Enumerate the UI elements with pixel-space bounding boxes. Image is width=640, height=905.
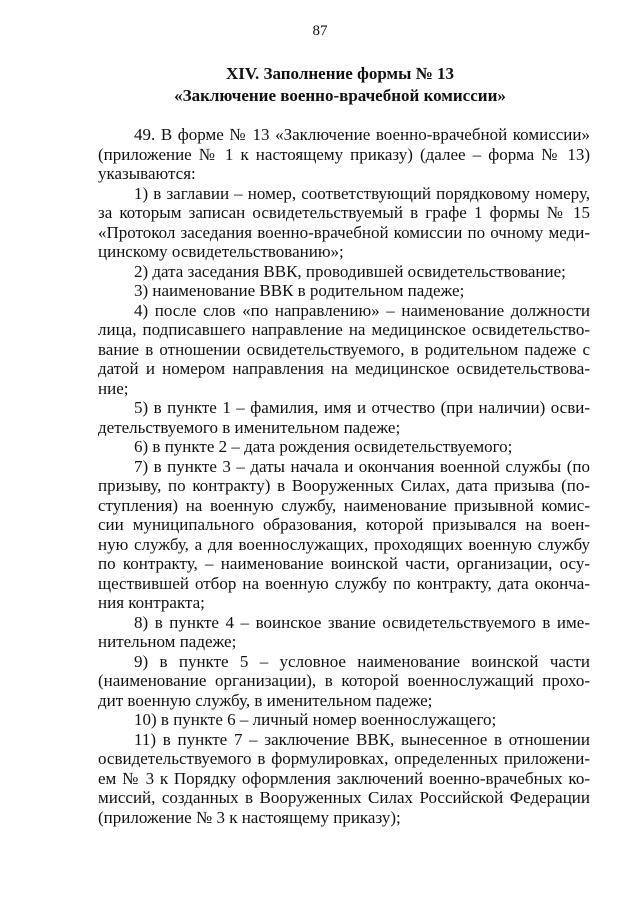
document-body: [98, 125, 590, 827]
paragraph-line: сии муниципального образования, которой призывался на воен-: [98, 515, 590, 534]
paragraph-line: ния контракта;: [98, 593, 205, 612]
paragraph-line: освидетельствуемого в формулировках, определенных приложени-: [98, 749, 590, 768]
paragraph-line: лица, подписавшего направление на медицинское освидетельство-: [98, 320, 590, 339]
paragraph-line: нительном падеже;: [98, 632, 237, 651]
paragraph-line: 4) после слов «по направлению» – наименование должности: [134, 300, 590, 320]
paragraph: [98, 652, 590, 711]
paragraph-line: (приложение № 1 к настоящему приказу) (далее – форма № 13): [98, 144, 590, 164]
paragraph-line: (приложение № 3 к настоящему приказу);: [98, 807, 401, 827]
paragraph: [98, 262, 590, 282]
section-heading-line-2: «Заключение военно-врачебной комиссии»: [174, 86, 506, 105]
paragraph-line: 7) в пункте 3 – даты начала и окончания военной службы (по: [134, 456, 590, 476]
paragraph-line: за которым записан освидетельствуемый в графе 1 формы № 15: [98, 203, 590, 222]
paragraph: [98, 125, 590, 184]
paragraph-line: ную службу, а для военнослужащих, проходящих военную службу: [98, 534, 590, 554]
paragraph-line: ществившей отбор на военную службу по контракту, дата оконча-: [98, 573, 590, 593]
paragraph-line: ем № 3 к Порядку оформления заключений военно-врачебных ко-: [98, 768, 590, 788]
section-heading-line-1: XIV. Заполнение формы № 13: [226, 64, 454, 83]
paragraph-line: 11) в пункте 7 – заключение ВВК, вынесенное в отношении: [134, 729, 590, 749]
paragraph-line: указываются:: [98, 164, 196, 183]
paragraph: [98, 398, 590, 437]
page-number: 87: [312, 23, 328, 39]
paragraph-line: 10) в пункте 6 – личный номер военнослужащего;: [134, 710, 497, 729]
paragraph-line: 2) дата заседания ВВК, проводившей освидетельствование;: [134, 261, 566, 281]
paragraph-line: цинскому освидетельствованию»;: [98, 242, 344, 261]
paragraph: [98, 281, 590, 301]
paragraph-line: по контракту, – наименование воинской части, организации, осу-: [98, 554, 590, 573]
paragraph: [98, 730, 590, 828]
paragraph-line: 6) в пункте 2 – дата рождения освидетельствуемого;: [134, 437, 513, 456]
section-heading: [60, 63, 620, 107]
paragraph-line: миссий, созданных в Вооруженных Силах Российской Федерации: [98, 788, 590, 807]
paragraph-line: дит военную службу, в именительном падеже;: [98, 690, 433, 710]
paragraph-line: 9) в пункте 5 – условное наименование воинской части: [134, 651, 590, 671]
paragraph-line: (наименование организации), в которой военнослужащий прохо-: [98, 671, 590, 690]
paragraph-line: вание в отношении освидетельствуемого, в родительном падеже с: [98, 339, 590, 359]
paragraph-line: 8) в пункте 4 – воинское звание освидетельствуемого в име-: [134, 612, 590, 632]
paragraph: [98, 613, 590, 652]
paragraph-line: 1) в заглавии – номер, соответствующий порядковому номеру,: [134, 183, 590, 203]
paragraph-line: «Протокол заседания военно-врачебной комиссии по очному меди-: [98, 222, 590, 242]
paragraph-line: призыву, по контракту) в Вооруженных Силах, дата призыва (по-: [98, 476, 590, 495]
paragraph-line: 49. В форме № 13 «Заключение военно-врачебной комиссии»: [134, 125, 590, 144]
paragraph: [98, 184, 590, 262]
paragraph-line: 5) в пункте 1 – фамилия, имя и отчество (при наличии) осви-: [134, 398, 590, 417]
paragraph: [98, 301, 590, 399]
paragraph: [98, 437, 590, 457]
paragraph-line: датой и номером направления на медицинское освидетельствова-: [98, 359, 590, 378]
paragraph-line: ние;: [98, 378, 129, 398]
paragraph-line: детельствуемого в именительном падеже;: [98, 417, 401, 437]
paragraph: [98, 457, 590, 613]
paragraph-line: ступления) на военную службу, наименование призывной комис-: [98, 495, 590, 515]
paragraph-line: 3) наименование ВВК в родительном падеже;: [134, 281, 465, 300]
paragraph: [98, 710, 590, 730]
